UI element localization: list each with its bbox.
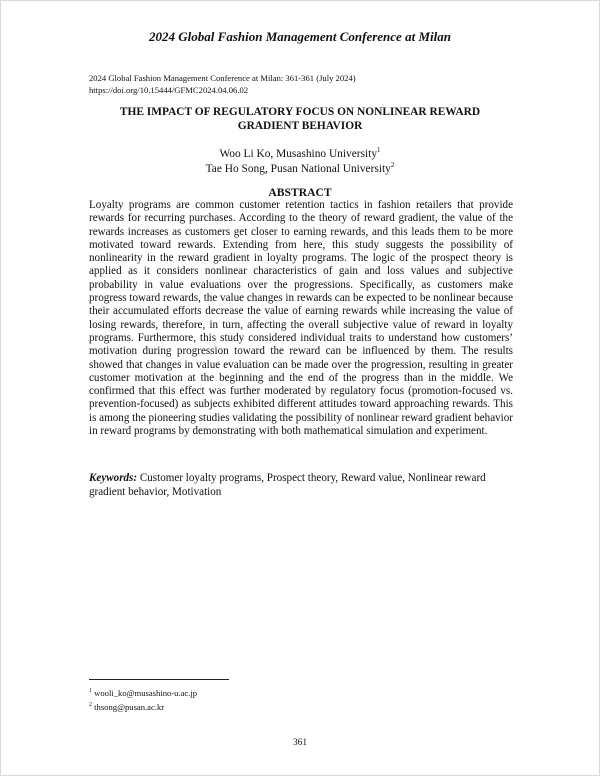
author-1-footnote-mark: 1 xyxy=(377,146,381,155)
citation-block xyxy=(89,73,356,96)
author-2-footnote-mark: 2 xyxy=(390,161,395,170)
keywords-text: Customer loyalty programs, Prospect theory, Reward value, Nonlinear reward gradient behavior, Motivation xyxy=(89,472,486,498)
footnote-2-mark: 2 xyxy=(89,702,92,709)
author-2-name: Tae Ho Song, Pusan National University xyxy=(205,163,391,175)
page-number: 361 xyxy=(292,738,308,748)
doi-link[interactable]: https://doi.org/10.15444/GFMC2024.04.06.02 xyxy=(89,84,249,95)
abstract-body: Loyalty programs are common customer retention tactics in fashion retailers that provide rewards for recurring purchases. According to the theory of reward gradient, the value of the rewards increases as customers get closer to earning rewards, and this leads them to be more motivated toward rewards. Extending from here, this study suggests the possibility of nonlinearity in the reward gradient in loyalty programs. The logic of the prospect theory is applied as it considers nonlinear characteristics of gain and loss values and subjective probability in value evaluations over the progressions. Specifically, as customers make progress toward rewards, the value changes in rewards can be expected to be nonlinear because their accumulated efforts decrease the value of earning rewards while increasing the value of losing rewards, therefore, in turn, affecting the overall subjective value of reward in loyalty programs. Furthermore, this study considered individual traits to understand how customers’ motivation during progression toward the reward can be influenced by them. The results showed that changes in value evaluation can be made over the progression, resulting in greater customer motivation at the beginning and the end of the progress than in the middle. We confirmed that this effect was further moderated by regulatory focus (promotion-focused vs. prevention-focused) as subjects exhibited different attitudes toward approaching rewards. This is among the pioneering studies validating the possibility of nonlinear reward gradient behavior in reward programs by demonstrating with both mathematical simulation and experiment. xyxy=(89,199,513,438)
citation-line: 2024 Global Fashion Management Conference at Milan: 361-361 (July 2024) xyxy=(89,73,356,83)
running-head: 2024 Global Fashion Management Conference at Milan xyxy=(149,29,451,44)
footnote-1 xyxy=(89,685,197,699)
paper-title-line-2: GRADIENT BEHAVIOR xyxy=(237,119,363,132)
author-1-name: Woo Li Ko, Musashino University xyxy=(219,148,378,160)
paper-title xyxy=(91,106,509,133)
keywords-label: Keywords: xyxy=(89,472,138,484)
footnotes xyxy=(89,685,197,714)
abstract-heading: ABSTRACT xyxy=(268,186,332,199)
author-1 xyxy=(91,147,509,162)
footnote-2 xyxy=(89,699,197,713)
footnote-2-email[interactable]: thsong@pusan.ac.kr xyxy=(92,702,165,713)
footnote-1-email[interactable]: wooli_ko@musashino-u.ac.jp xyxy=(92,687,198,698)
paper-title-line-1: THE IMPACT OF REGULATORY FOCUS ON NONLINEAR REWARD xyxy=(119,106,481,118)
author-2 xyxy=(91,162,509,177)
footnote-divider xyxy=(89,679,229,680)
footnote-1-mark: 1 xyxy=(89,688,92,694)
author-list xyxy=(91,147,509,177)
keywords xyxy=(89,471,515,499)
